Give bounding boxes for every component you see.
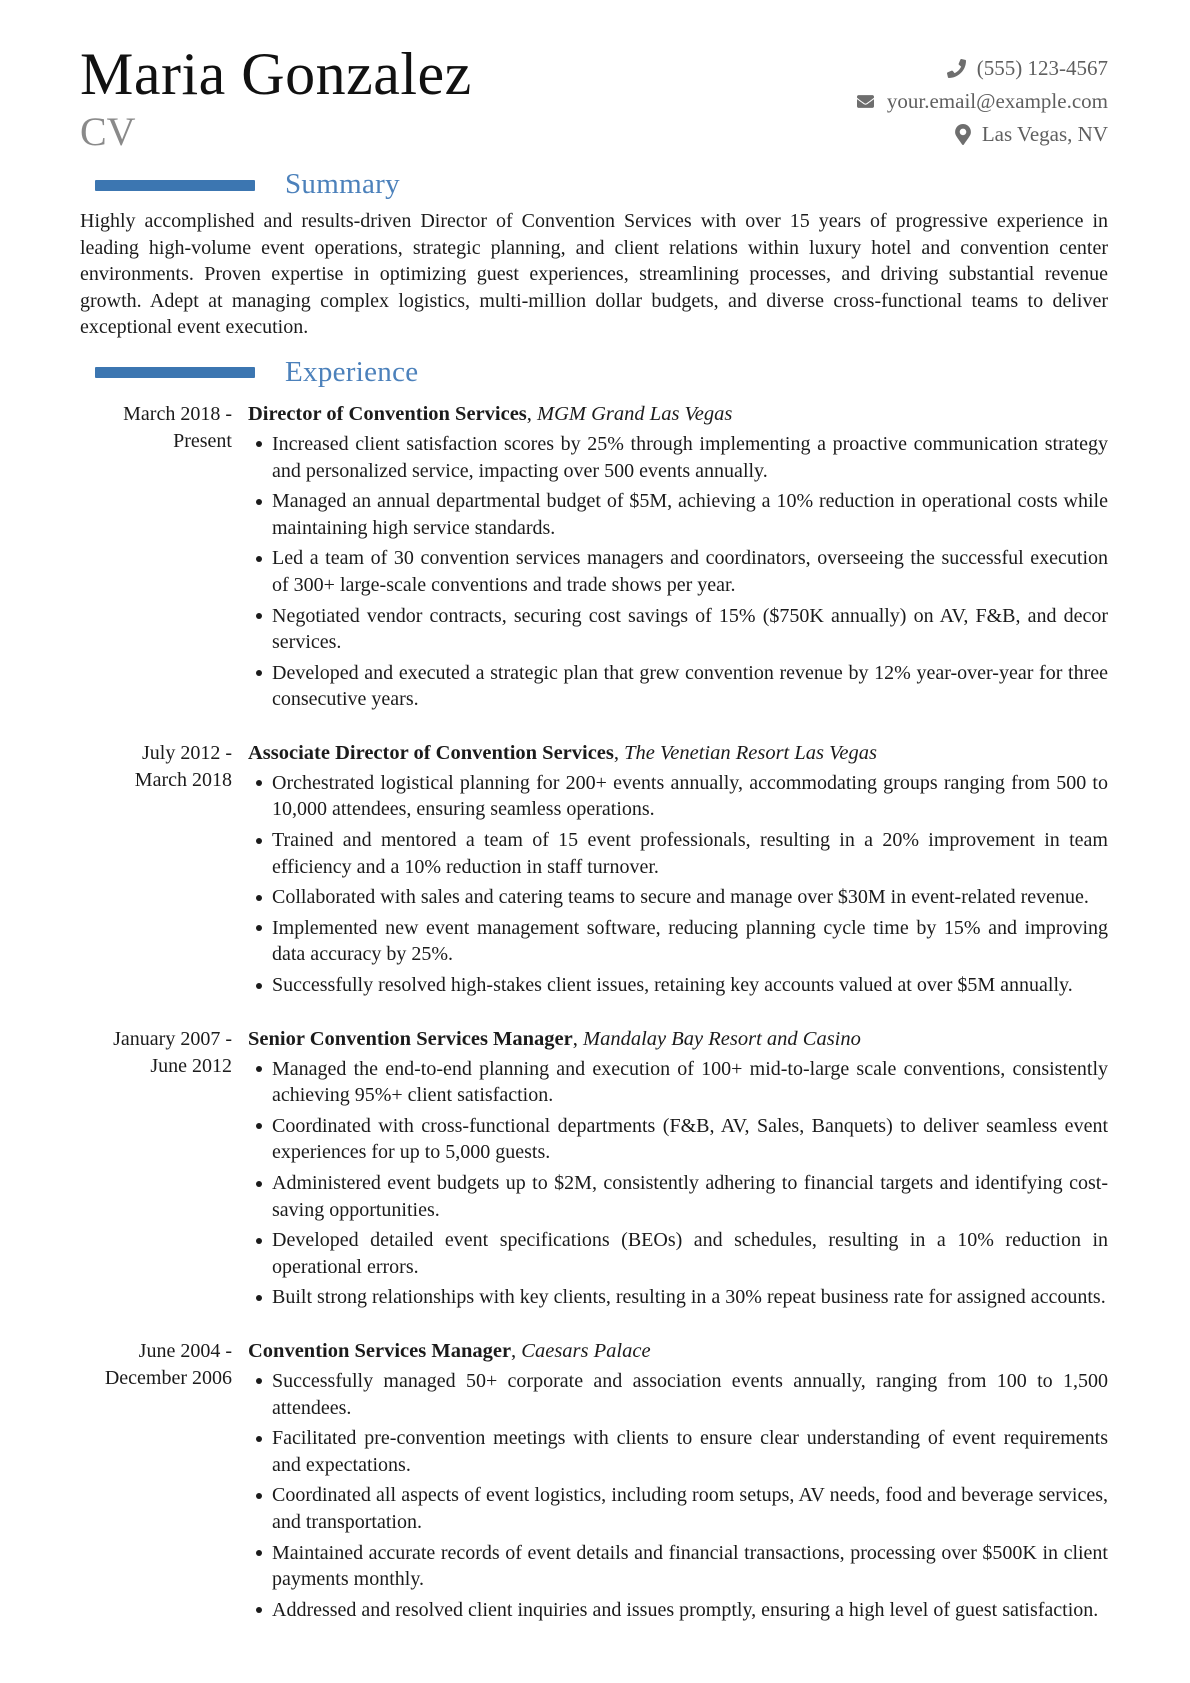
job-bullet: Developed and executed a strategic plan that grew convention revenue by 12% year-over-year for three consecutive years.: [248, 660, 1108, 713]
job-date-end: Present: [173, 429, 232, 452]
job-bullets: [248, 1368, 1108, 1623]
location-text: Las Vegas, NV: [981, 122, 1108, 146]
job-title: Director of Convention Services: [248, 402, 527, 425]
contact-email-line: [855, 85, 1108, 118]
job-content: [248, 401, 1108, 717]
job-entry: [80, 1338, 1108, 1627]
job-entry: [80, 740, 1108, 1003]
summary-section-title: Summary: [285, 168, 400, 201]
job-title-separator: ,: [572, 1027, 583, 1050]
job-company: MGM Grand Las Vegas: [537, 402, 733, 425]
job-title-separator: ,: [613, 741, 625, 764]
job-date-start: March 2018 -: [123, 402, 232, 425]
job-title-line: [248, 1026, 1108, 1053]
person-name: Maria Gonzalez: [80, 41, 472, 107]
contact-block: [855, 52, 1108, 151]
job-bullet: Coordinated all aspects of event logistics, including room setups, AV needs, food and beverage services, and transportation.: [248, 1482, 1108, 1535]
section-accent-bar: [95, 367, 255, 378]
job-bullet: Managed the end-to-end planning and execution of 100+ mid-to-large scale conventions, consistently achieving 95%+ client satisfaction.: [248, 1056, 1108, 1109]
job-date-range: [80, 1026, 232, 1315]
job-bullet: Successfully resolved high-stakes client issues, retaining key accounts valued at over $5M annually.: [248, 972, 1108, 999]
job-bullets: [248, 431, 1108, 713]
experience-section-heading: [80, 357, 1108, 389]
experience-job-list: [80, 401, 1108, 1627]
job-bullets: [248, 1056, 1108, 1311]
job-date-range: [80, 1338, 232, 1627]
job-bullet: Collaborated with sales and catering teams to secure and manage over $30M in event-related revenue.: [248, 884, 1108, 911]
summary-paragraph: Highly accomplished and results-driven Director of Convention Services with over 15 years of progressive experience in leading high-volume event operations, strategic planning, and client relations within luxury hotel and convention center environments. Proven expertise in optimizing guest experiences, streamlining processes, and driving substantial revenue growth. Adept at managing complex logistics, multi-million dollar budgets, and diverse cross-functional teams to deliver exceptional event execution.: [80, 210, 1108, 339]
job-date-range: [80, 401, 232, 717]
section-accent-bar: [95, 180, 255, 191]
job-content: [248, 740, 1108, 1003]
job-bullet: Negotiated vendor contracts, securing cost savings of 15% ($750K annually) on AV, F&B, and decor services.: [248, 603, 1108, 656]
job-bullet: Led a team of 30 convention services managers and coordinators, overseeing the successful execution of 300+ large-scale conventions and trade shows per year.: [248, 545, 1108, 598]
job-bullet: Orchestrated logistical planning for 200+ events annually, accommodating groups ranging from 500 to 10,000 attendees, ensuring seamless operations.: [248, 770, 1108, 823]
job-bullet: Coordinated with cross-functional departments (F&B, AV, Sales, Banquets) to deliver seamless event experiences for up to 5,000 guests.: [248, 1113, 1108, 1166]
job-company: Caesars Palace: [521, 1339, 651, 1362]
envelope-icon: [855, 93, 876, 110]
location-pin-icon: [955, 124, 971, 145]
job-title: Convention Services Manager: [248, 1339, 512, 1362]
job-date-start: January 2007 -: [113, 1027, 232, 1050]
job-bullet: Maintained accurate records of event details and financial transactions, processing over $500K in client payments monthly.: [248, 1540, 1108, 1593]
job-bullet: Administered event budgets up to $2M, consistently adhering to financial targets and identifying cost-saving opportunities.: [248, 1170, 1108, 1223]
document-subtitle: CV: [80, 109, 136, 155]
job-entry: [80, 1026, 1108, 1315]
phone-icon: [947, 59, 966, 78]
job-title-separator: ,: [526, 402, 538, 425]
job-bullet: Implemented new event management software, reducing planning cycle time by 15% and improving data accuracy by 25%.: [248, 915, 1108, 968]
job-company: Mandalay Bay Resort and Casino: [583, 1027, 861, 1050]
job-title-separator: ,: [511, 1339, 522, 1362]
job-bullet: Managed an annual departmental budget of $5M, achieving a 10% reduction in operational costs while maintaining high service standards.: [248, 488, 1108, 541]
identity-block: [80, 41, 472, 155]
job-date-end: June 2012: [150, 1054, 232, 1077]
job-bullets: [248, 770, 1108, 999]
job-title-line: [248, 740, 1108, 767]
job-date-start: June 2004 -: [138, 1339, 232, 1362]
job-title-line: [248, 401, 1108, 428]
job-bullet: Built strong relationships with key clients, resulting in a 30% repeat business rate for assigned accounts.: [248, 1284, 1108, 1311]
header: [80, 41, 1108, 155]
job-company: The Venetian Resort Las Vegas: [624, 741, 877, 764]
job-bullet: Addressed and resolved client inquiries and issues promptly, ensuring a high level of guest satisfaction.: [248, 1597, 1108, 1624]
job-entry: [80, 401, 1108, 717]
job-date-end: March 2018: [134, 768, 232, 791]
job-bullet: Increased client satisfaction scores by 25% through implementing a proactive communication strategy and personalized service, impacting over 500 events annually.: [248, 431, 1108, 484]
contact-location-line: [855, 118, 1108, 151]
experience-section-title: Experience: [285, 356, 419, 389]
job-title: Associate Director of Convention Services: [248, 741, 614, 764]
job-bullet: Trained and mentored a team of 15 event professionals, resulting in a 20% improvement in team efficiency and a 10% reduction in staff turnover.: [248, 827, 1108, 880]
job-title-line: [248, 1338, 1108, 1365]
job-date-start: July 2012 -: [142, 741, 232, 764]
email-address: your.email@example.com: [886, 89, 1108, 113]
job-date-end: December 2006: [104, 1366, 232, 1389]
job-content: [248, 1026, 1108, 1315]
job-bullet: Successfully managed 50+ corporate and association events annually, ranging from 100 to 1,500 attendees.: [248, 1368, 1108, 1421]
job-title: Senior Convention Services Manager: [248, 1027, 573, 1050]
job-content: [248, 1338, 1108, 1627]
job-bullet: Developed detailed event specifications (BEOs) and schedules, resulting in a 10% reduction in operational errors.: [248, 1227, 1108, 1280]
contact-phone-line: [855, 52, 1108, 85]
summary-section-heading: [80, 169, 1108, 201]
phone-number: (555) 123-4567: [976, 56, 1108, 80]
job-bullet: Facilitated pre-convention meetings with clients to ensure clear understanding of event requirements and expectations.: [248, 1425, 1108, 1478]
job-date-range: [80, 740, 232, 1003]
